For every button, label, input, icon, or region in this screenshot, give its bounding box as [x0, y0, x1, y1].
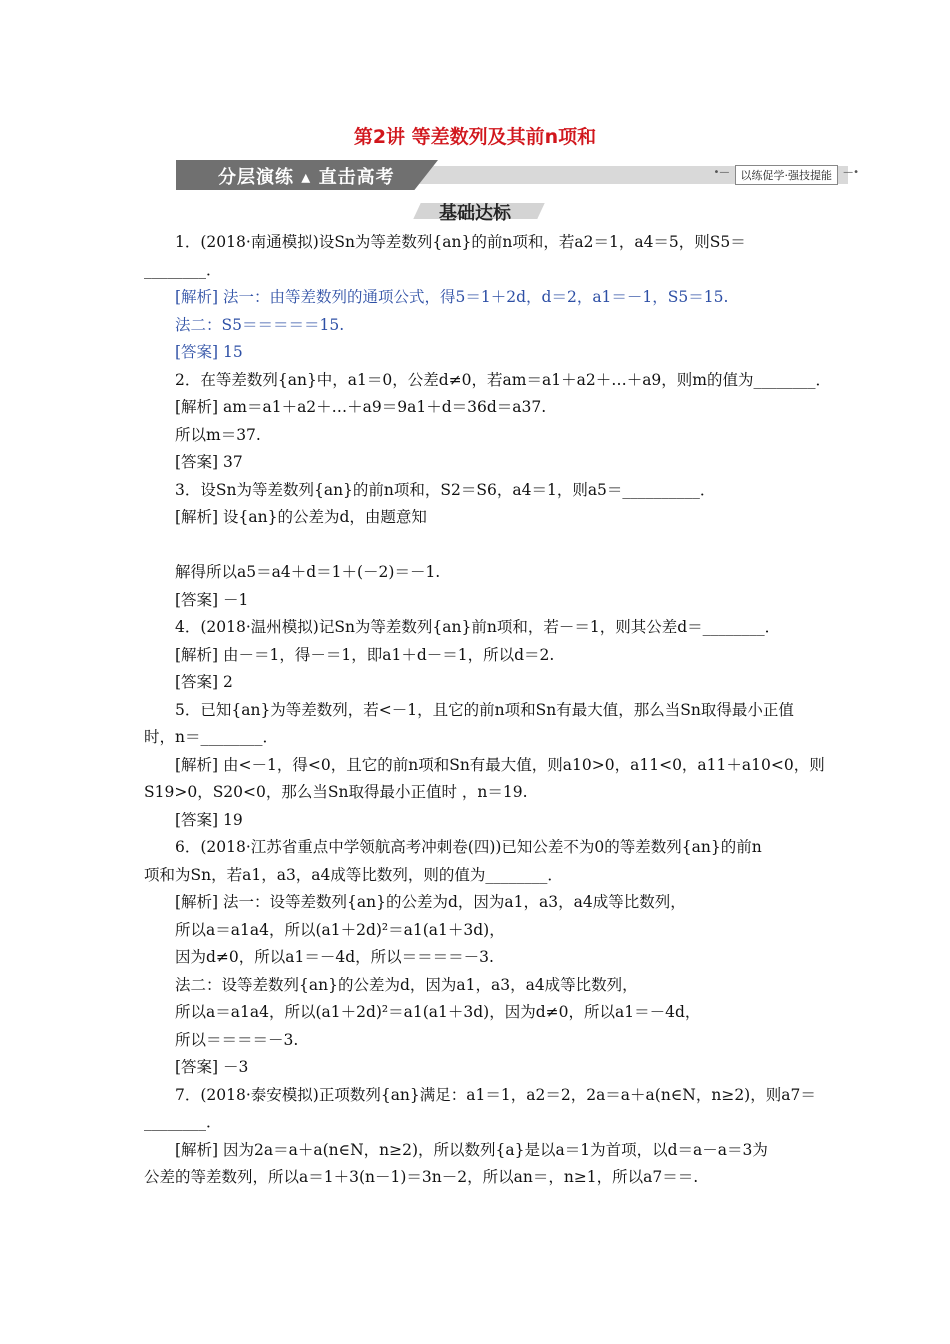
text-line: [答案] 37	[175, 453, 243, 471]
text-line: 因为d≠0，所以a1＝－4d，所以＝＝＝＝－3.	[175, 948, 494, 966]
text-line: S19>0，S20<0，那么当Sn取得最小正值时 ，n＝19.	[144, 783, 528, 801]
section-heading-text: 基础达标	[439, 203, 511, 224]
text-line: [解析] 设{an}的公差为d，由题意知	[175, 508, 427, 526]
text-line: [解析] 由－＝1，得－＝1，即a1＋d－＝1，所以d＝2.	[175, 645, 555, 664]
text-line: 3．设Sn为等差数列{an}的前n项和，S2＝S6，a4＝1，则a5＝__________．	[175, 480, 716, 499]
text-line: 所以a＝a1a4，所以(a1＋2d)²＝a1(a1＋3d)，因为d≠0，所以a1＝－4d，	[175, 1003, 701, 1021]
document-body	[144, 229, 831, 1192]
section-banner	[176, 160, 848, 190]
text-line: 2．在等差数列{an}中，a1＝0，公差d≠0，若am＝a1＋a2＋…＋a9，则m的值为________．	[175, 370, 831, 389]
section-heading	[0, 199, 950, 225]
text-line: 4．(2018·温州模拟)记Sn为等差数列{an}前n项和，若－＝1，则其公差d＝________．	[175, 618, 781, 636]
text-line: 所以m＝37.	[175, 425, 261, 444]
text-line: 7．(2018·泰安模拟)正项数列{an}满足：a1＝1，a2＝2，2a＝a＋a(n∈N，n≥2)，则a7＝	[175, 1085, 816, 1104]
text-line: 时，n＝________．	[144, 728, 278, 746]
text-line: 解得所以a5＝a4＋d＝1＋(－2)＝－1.	[175, 563, 441, 581]
text-line: [答案] 2	[175, 673, 233, 691]
text-line: 6．(2018·江苏省重点中学领航高考冲刺卷(四))已知公差不为0的等差数列{an}的前n	[175, 838, 762, 856]
text-line: [答案] －1	[175, 590, 249, 609]
banner-right-tag: •— 以练促学·强技提能 —•	[735, 165, 839, 185]
text-line: 法二：S5＝＝＝＝＝15.	[175, 315, 345, 334]
text-line: 公差的等差数列，所以a＝1＋3(n－1)＝3n－2，所以an＝，n≥1，所以a7＝＝.	[144, 1168, 699, 1186]
text-line: 法二：设等差数列{an}的公差为d，因为a1，a3，a4成等比数列，	[175, 975, 638, 994]
text-line: 所以a＝a1a4，所以(a1＋2d)²＝a1(a1＋3d)，	[175, 920, 505, 939]
text-line: 项和为Sn，若a1，a3，a4成等比数列，则的值为________．	[144, 865, 563, 884]
text-line: [解析] 法一：设等差数列{an}的公差为d，因为a1，a3，a4成等比数列，	[175, 893, 686, 911]
text-line: [答案] 15	[175, 343, 243, 361]
page-title: 第2讲 等差数列及其前n项和	[353, 126, 597, 148]
text-line: [解析] am＝a1＋a2＋…＋a9＝9a1＋d＝36d＝a37.	[175, 398, 547, 416]
text-line: [答案] －3	[175, 1058, 249, 1076]
text-line: [答案] 19	[175, 810, 243, 829]
text-line: [解析] 由<－1，得<0，且它的前n项和Sn有最大值，则a10>0，a11<0，a11＋a10<0，则	[175, 755, 825, 774]
text-line: [解析] 法一：由等差数列的通项公式，得5＝1＋2d，d＝2，a1＝－1，S5＝15.	[175, 288, 729, 306]
text-line: 5．已知{an}为等差数列，若<－1，且它的前n项和Sn有最大值，那么当Sn取得最小正值	[175, 700, 794, 719]
text-line: ________．	[144, 1113, 222, 1131]
text-line: ________．	[144, 260, 222, 279]
text-line: [解析] 因为2a＝a＋a(n∈N，n≥2)，所以数列{a}是以a＝1为首项，以d＝a－a＝3为	[175, 1140, 768, 1159]
text-line: 所以＝＝＝＝－3.	[175, 1030, 299, 1049]
text-line: 1．(2018·南通模拟)设Sn为等差数列{an}的前n项和，若a2＝1，a4＝5，则S5＝	[175, 233, 746, 251]
text-line	[144, 532, 808, 560]
banner-left-text: 分层演练 ▴ 直击高考	[218, 167, 395, 188]
